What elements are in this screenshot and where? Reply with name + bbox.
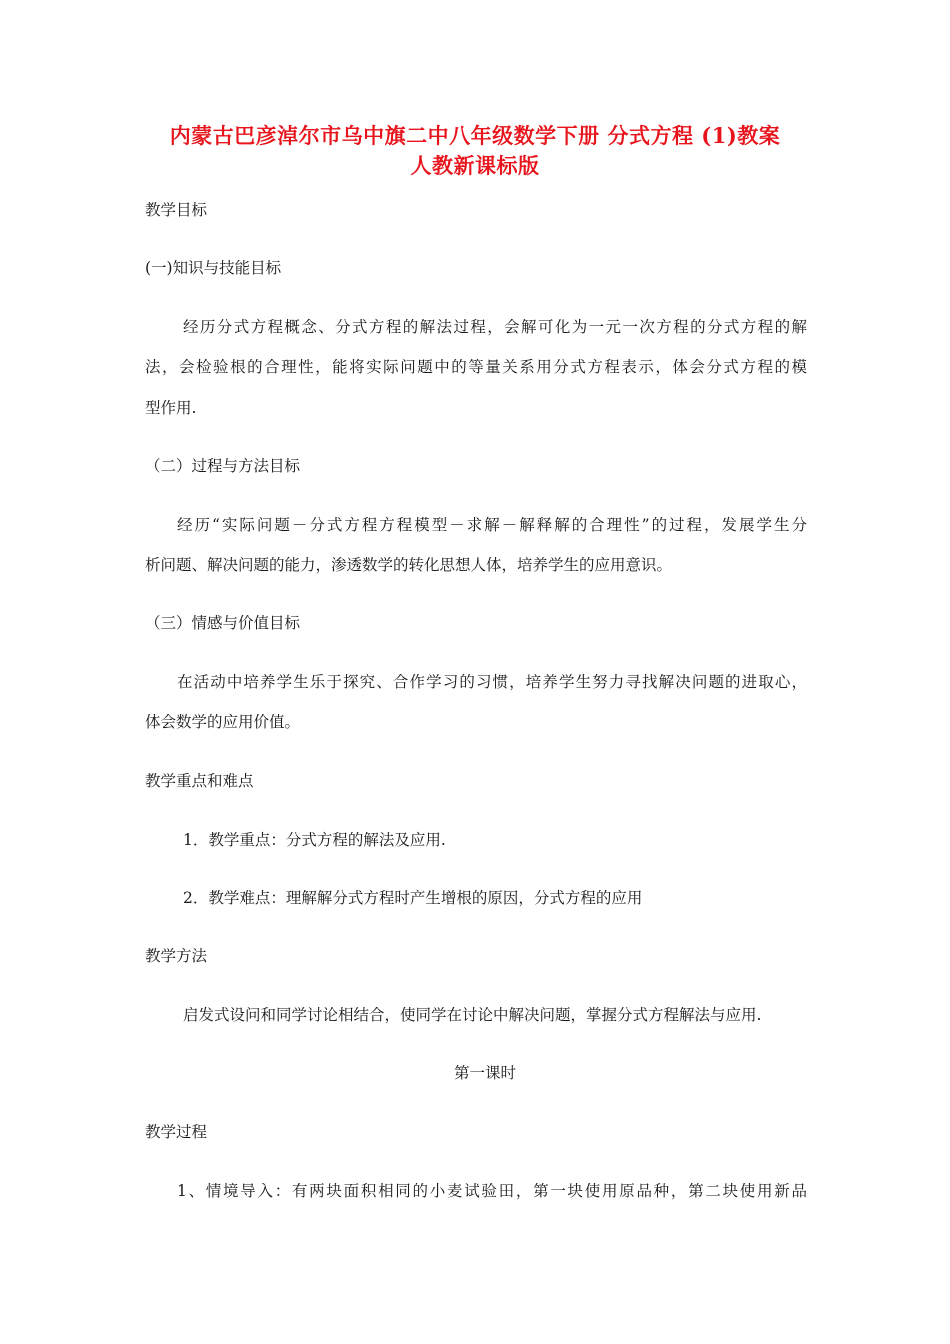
paragraph-knowledge-line-1: 经历分式方程概念、分式方程的解法过程，会解可化为一元一次方程的分式方程的解: [183, 318, 809, 336]
subheading-process: （二）过程与方法目标: [145, 457, 301, 475]
subheading-knowledge: (一)知识与技能目标: [145, 259, 282, 277]
paragraph-procedure-1: 1、情境导入：有两块面积相同的小麦试验田，第一块使用原品种，第二块使用新品: [177, 1182, 809, 1200]
document-title: [120, 121, 830, 181]
section-heading-method: 教学方法: [145, 947, 208, 965]
section-heading-goals: 教学目标: [145, 201, 208, 219]
paragraph-method: 启发式设问和同学讨论相结合，使同学在讨论中解决问题，掌握分式方程解法与应用.: [183, 1006, 762, 1024]
paragraph-process-line-1: 经历“实际问题－分式方程方程模型－求解－解释解的合理性”的过程，发展学生分: [177, 516, 809, 534]
paragraph-knowledge-line-3: 型作用.: [145, 399, 197, 417]
section-heading-key-points: 教学重点和难点: [145, 772, 254, 790]
paragraph-emotion-line-2: 体会数学的应用价值。: [145, 713, 301, 731]
title-line-2: 人教新课标版: [410, 153, 540, 178]
lesson-title: 第一课时: [453, 1064, 516, 1082]
key-point-1: 1．教学重点：分式方程的解法及应用.: [183, 831, 446, 849]
subheading-emotion: （三）情感与价值目标: [145, 614, 301, 632]
title-line-1: 内蒙古巴彦淖尔市乌中旗二中八年级数学下册 分式方程 (1)教案: [169, 123, 781, 148]
paragraph-knowledge-line-2: 法，会检验根的合理性，能将实际问题中的等量关系用分式方程表示，体会分式方程的模: [145, 358, 809, 376]
section-heading-procedure: 教学过程: [145, 1123, 208, 1141]
paragraph-emotion-line-1: 在活动中培养学生乐于探究、合作学习的习惯，培养学生努力寻找解决问题的进取心，: [177, 673, 809, 691]
paragraph-process-line-2: 析问题、解决问题的能力，渗透数学的转化思想人体，培养学生的应用意识。: [145, 556, 673, 574]
key-point-2: 2．教学难点：理解解分式方程时产生增根的原因，分式方程的应用: [183, 889, 643, 907]
